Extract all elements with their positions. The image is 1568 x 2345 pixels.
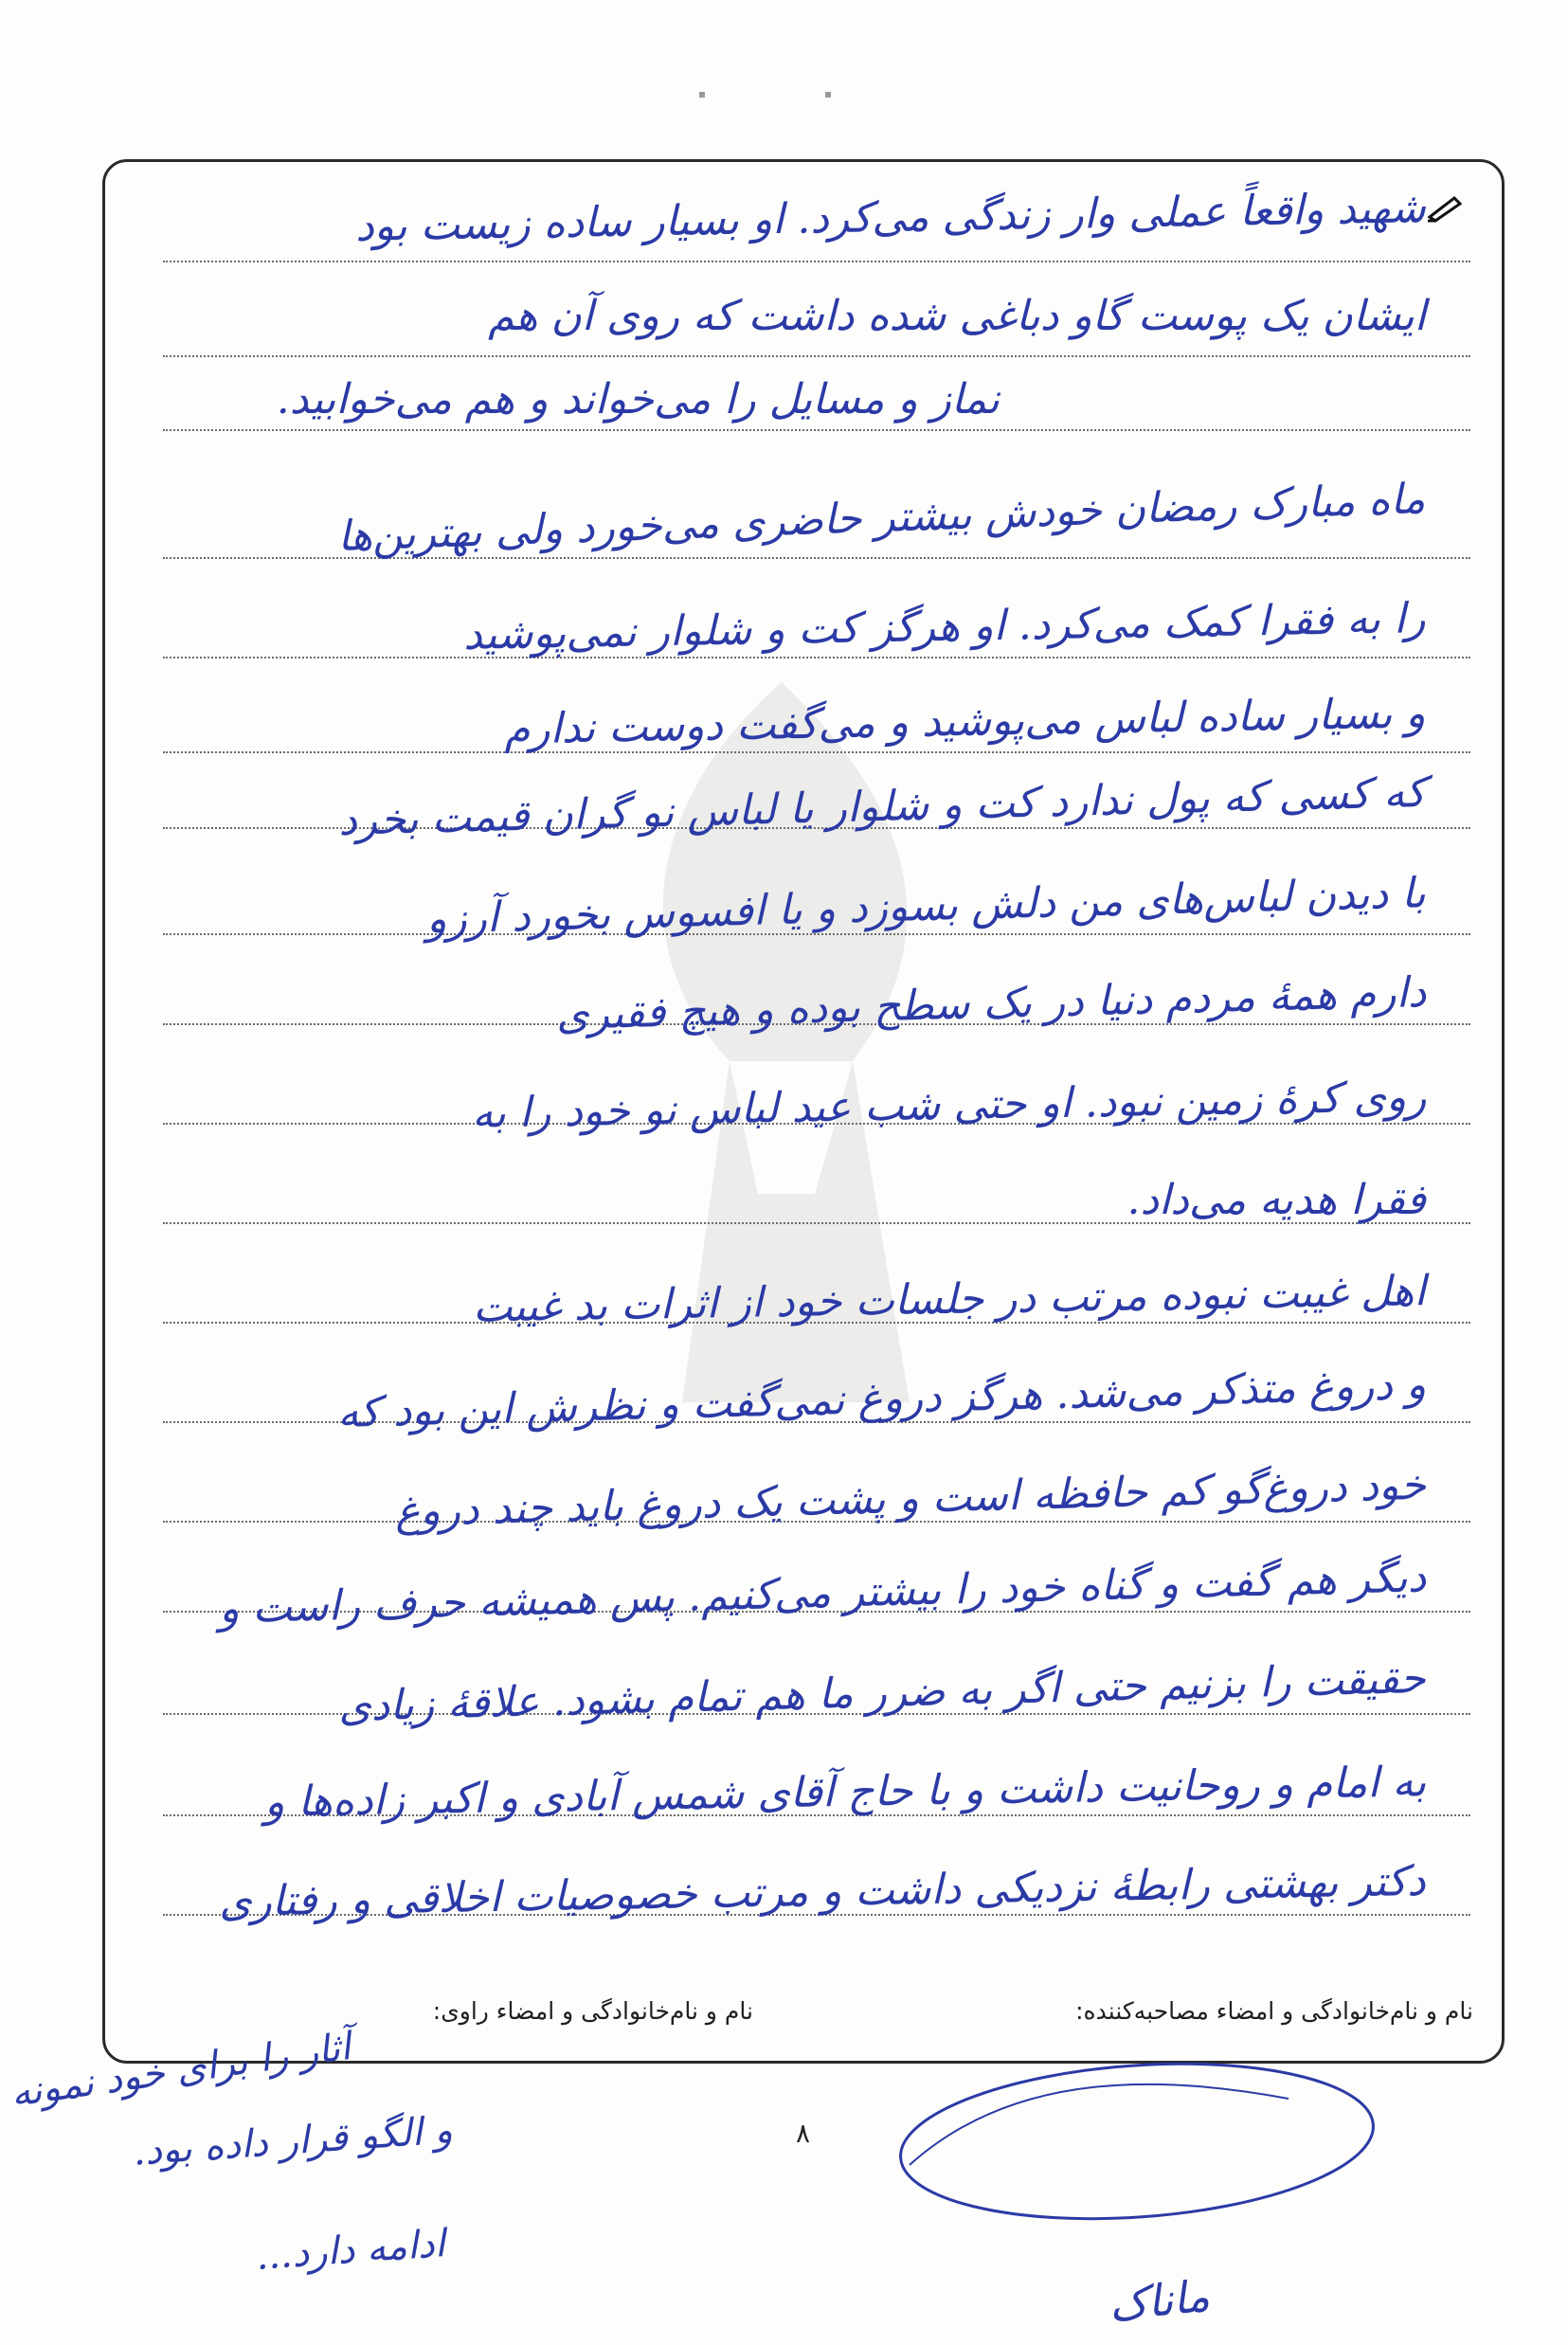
handwritten-line: اهل غیبت نبوده مرتب در جلسات خود از اثرات بد غیبت xyxy=(472,1267,1427,1332)
handwritten-line: را به فقرا کمک می‌کرد. او هرگز کت و شلوار نمی‌پوشید xyxy=(463,594,1427,659)
margin-note: آثار را برای خود نمونه xyxy=(8,2025,353,2116)
ruled-line xyxy=(163,657,1470,658)
handwritten-line: و دروغ متذکر می‌شد. هرگز دروغ نمی‌گفت و نظرش این بود که xyxy=(336,1360,1427,1438)
page-mark: ▪ xyxy=(698,87,707,100)
handwritten-line: با دیدن لباس‌های من دلش بسوزد و یا افسوس بخورد آرزو xyxy=(425,869,1427,944)
narrator-signature-label: نام و نام‌خانوادگی و امضاء راوی: xyxy=(432,1997,753,2025)
handwritten-line: ایشان یک پوست گاو دباغی شده داشت که روی آن هم xyxy=(488,292,1426,340)
ruled-line xyxy=(163,933,1470,935)
handwritten-line: ماه مبارک رمضان خودش بیشتر حاضری می‌خورد ولی بهترین‌ها xyxy=(336,474,1427,562)
ruled-line xyxy=(163,429,1470,431)
interviewer-signature-label: نام و نام‌خانوادگی و امضاء مصاحبه‌کننده: xyxy=(1075,1997,1473,2025)
handwritten-line: دارم همهٔ مردم دنیا در یک سطح بوده و هیچ فقیری xyxy=(554,967,1427,1040)
ruled-line xyxy=(163,261,1470,262)
ruled-line xyxy=(163,751,1470,753)
handwritten-line: فقرا هدیه می‌داد. xyxy=(1126,1176,1426,1224)
continue-note: ادامه دارد... xyxy=(254,2222,447,2279)
handwritten-line: دکتر بهشتی رابطهٔ نزدیکی داشت و مرتب خصوصیات اخلاقی و رفتاری xyxy=(218,1856,1427,1927)
signature-oval-icon xyxy=(891,2051,1383,2231)
handwritten-line: و بسیار ساده لباس می‌پوشید و می‌گفت دوست ندارم xyxy=(503,689,1427,754)
handwritten-line: خود دروغ‌گو کم حافظه است و پشت یک دروغ باید چند دروغ xyxy=(394,1460,1427,1537)
handwritten-line: دیگر هم گفت و گناه خود را بیشتر می‌کنیم. پس همیشه حرف راست و xyxy=(218,1553,1427,1633)
handwritten-line: روی کرهٔ زمین نبود. او حتی شب عید لباس نو خود را به xyxy=(471,1073,1427,1138)
pen-icon xyxy=(1426,194,1464,223)
margin-note: و الگو قرار داده بود. xyxy=(131,2108,455,2174)
handwritten-line: به امام و روحانیت داشت و با حاج آقای شمس آبادی و اکبر زاده‌ها و xyxy=(263,1758,1427,1827)
handwritten-signature: ماناک xyxy=(1106,2269,1213,2332)
page-mark: ▪ xyxy=(824,87,833,100)
handwritten-line: حقیقت را بزنیم حتی اگر به ضرر ما هم تمام بشود. علاقهٔ زیادی xyxy=(337,1653,1427,1732)
handwritten-line: نماز و مسایل را می‌خواند و هم می‌خوابید. xyxy=(276,375,1000,424)
ruled-line xyxy=(163,355,1470,357)
page-number: ۸ xyxy=(796,2118,811,2149)
handwritten-line: شهید واقعاً عملی وار زندگی می‌کرد. او بسیار ساده زیست بود xyxy=(354,184,1427,251)
handwritten-line: که کسی که پول ندارد کت و شلوار یا لباس نو گران قیمت بخرد xyxy=(337,767,1427,846)
